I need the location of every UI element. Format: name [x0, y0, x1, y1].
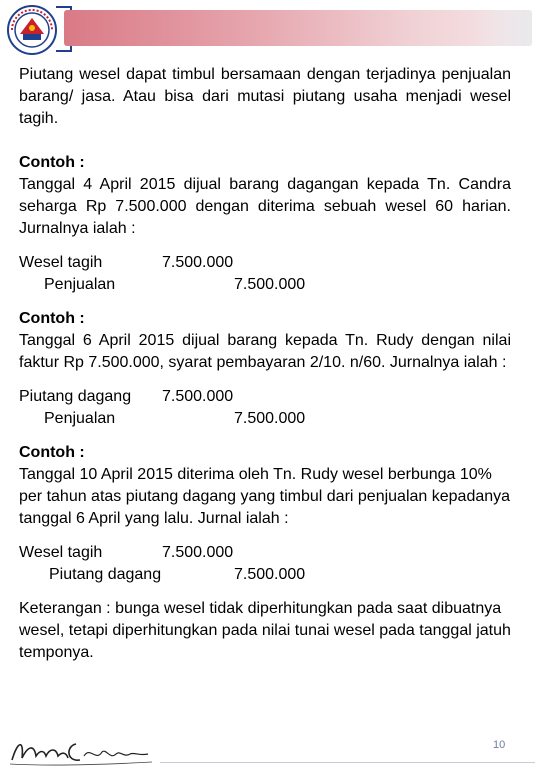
example-3-text: Tanggal 10 April 2015 diterima oleh Tn. Rudy wesel berbunga 10% per tahun atas piutang dagang yang timbul dari penjualan kepadanya tanggal 6 April yang lalu. Jurnal ialah :	[19, 466, 511, 527]
example-2-heading: Contoh :	[19, 310, 85, 327]
journal-2-credit-amount: 7.500.000	[234, 410, 306, 427]
example-3-heading: Contoh :	[19, 444, 85, 461]
footer	[0, 730, 540, 780]
journal-1-credit-amount: 7.500.000	[234, 276, 306, 293]
example-2-text: Tanggal 6 April 2015 dijual barang kepada Tn. Rudy dengan nilai faktur Rp 7.500.000, syarat pembayaran 2/10. n/60. Jurnalnya ialah :	[19, 332, 511, 371]
journal-1-debit-amount: 7.500.000	[162, 254, 234, 271]
journal-entry-3	[19, 542, 511, 586]
example-1-text: Tanggal 4 April 2015 dijual barang dagangan kepada Tn. Candra seharga Rp 7.500.000 dengan diterima sebuah wesel 60 harian. Jurnalnya ialah :	[19, 176, 511, 237]
note-paragraph: Keterangan : bunga wesel tidak diperhitungkan pada saat dibuatnya wesel, tetapi diperhitungkan pada nilai tunai wesel pada tanggal jatuh temponya.	[19, 600, 511, 661]
page-number: 10	[493, 739, 506, 751]
journal-3-debit-account: Wesel tagih	[19, 544, 103, 561]
header-banner-shade	[470, 10, 532, 46]
journal-2-debit-amount: 7.500.000	[162, 388, 234, 405]
header	[0, 0, 540, 60]
example-1-heading: Contoh :	[19, 154, 85, 171]
intro-paragraph: Piutang wesel dapat timbul bersamaan dengan terjadinya penjualan barang/ jasa. Atau bisa dari mutasi piutang usaha menjadi wesel tagih.	[19, 66, 511, 127]
journal-1-debit-account: Wesel tagih	[19, 254, 103, 271]
header-banner	[64, 10, 532, 46]
content	[19, 64, 511, 664]
journal-entry-2	[19, 386, 511, 430]
journal-2-credit-account: Penjualan	[44, 410, 116, 427]
journal-3-debit-amount: 7.500.000	[162, 544, 234, 561]
journal-entry-1	[19, 252, 511, 296]
university-logo-icon	[6, 4, 58, 56]
journal-1-credit-account: Penjualan	[44, 276, 116, 293]
signature-icon	[6, 732, 156, 770]
footer-divider	[160, 762, 535, 763]
journal-2-debit-account: Piutang dagang	[19, 388, 132, 405]
journal-3-credit-account: Piutang dagang	[49, 566, 162, 583]
journal-3-credit-amount: 7.500.000	[234, 566, 306, 583]
